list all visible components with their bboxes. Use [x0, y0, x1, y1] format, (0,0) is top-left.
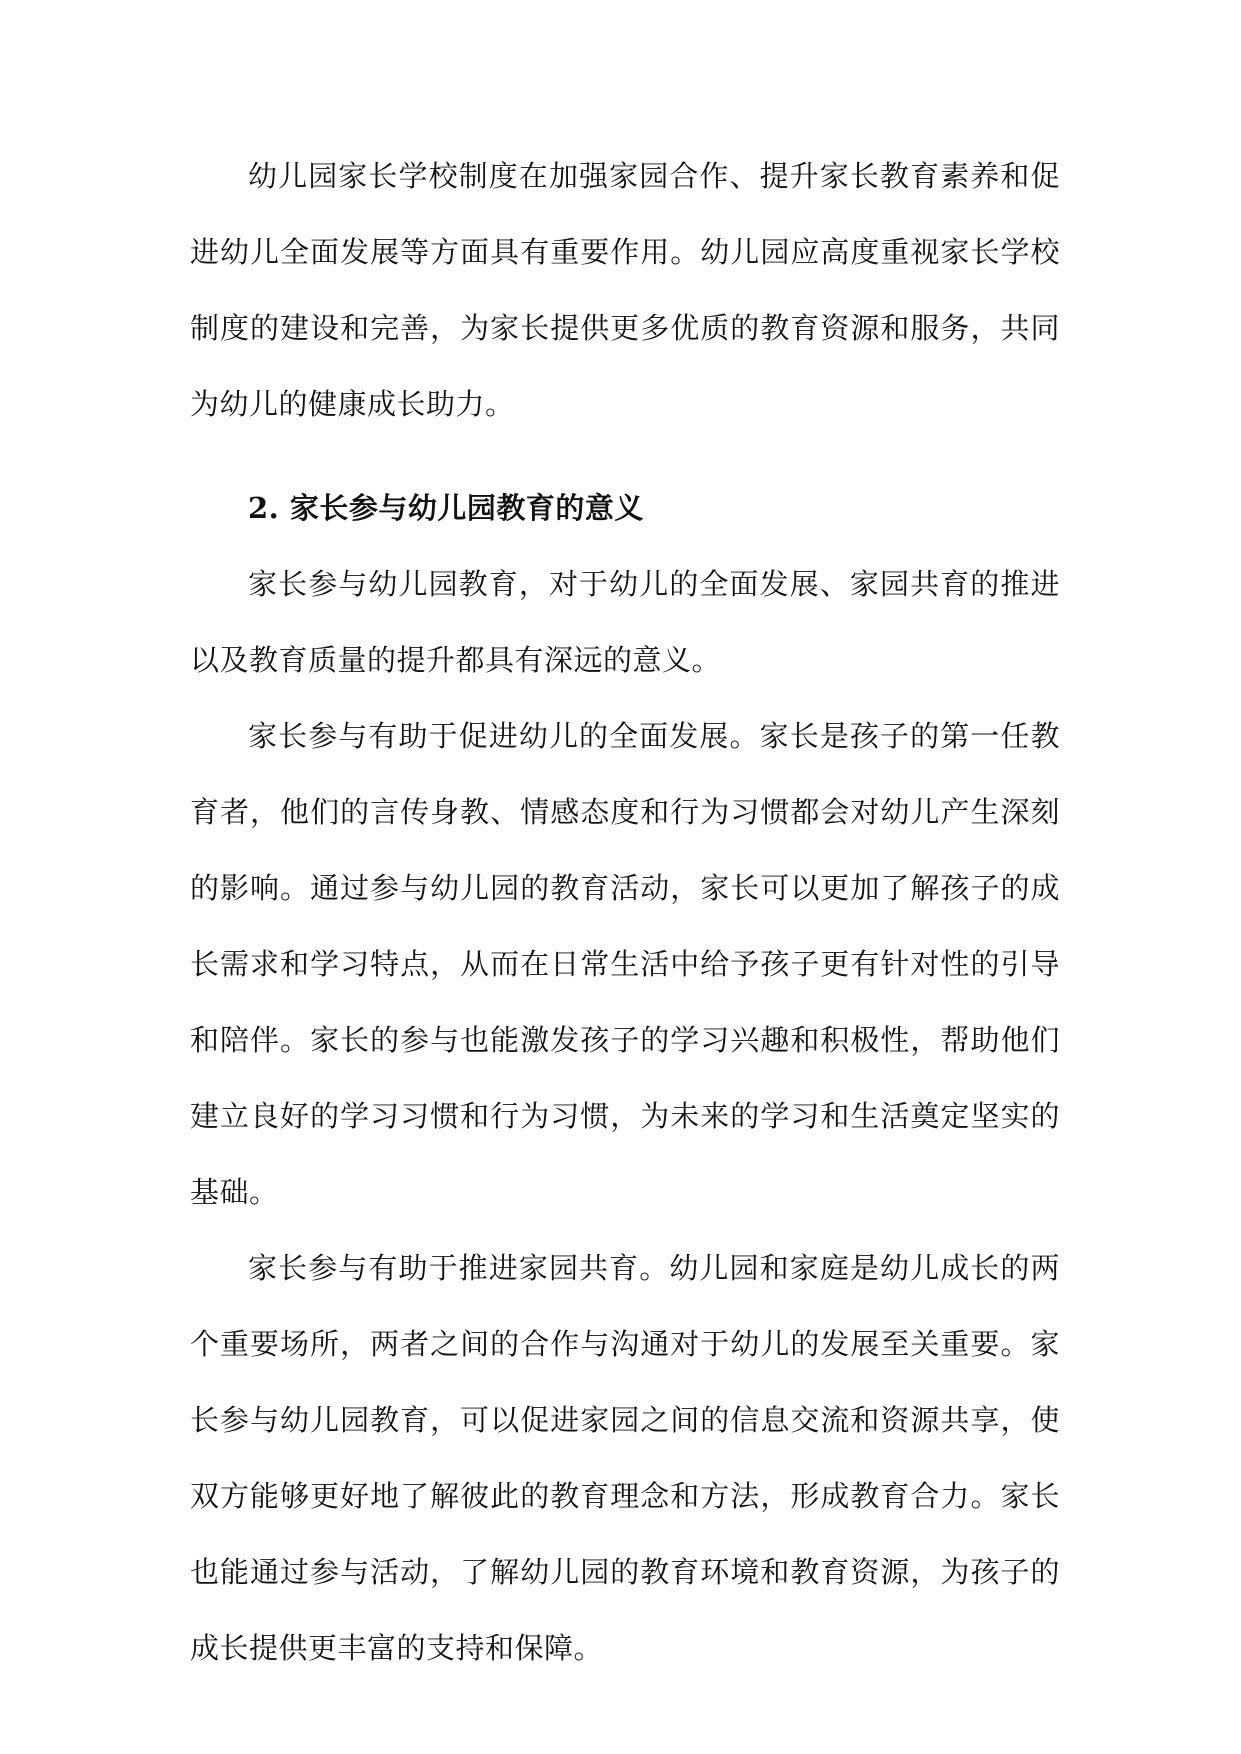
section-spacer [190, 442, 1060, 470]
document-body [190, 138, 1060, 1686]
paragraph-4: 家长参与有助于推进家园共育。幼儿园和家庭是幼儿成长的两个重要场所，两者之间的合作与沟通对于幼儿的发展至关重要。家长参与幼儿园教育，可以促进家园之间的信息交流和资源共享，使双方能够更好地了解彼此的教育理念和方法，形成教育合力。家长也能通过参与活动，了解幼儿园的教育环境和教育资源，为孩子的成长提供更丰富的支持和保障。 [190, 1251, 1060, 1665]
paragraph-2: 家长参与幼儿园教育，对于幼儿的全面发展、家园共育的推进以及教育质量的提升都具有深远的意义。 [190, 567, 1060, 677]
paragraph-1: 幼儿园家长学校制度在加强家园合作、提升家长教育素养和促进幼儿全面发展等方面具有重要作用。幼儿园应高度重视家长学校制度的建设和完善，为家长提供更多优质的教育资源和服务，共同为幼儿的健康成长助力。 [190, 159, 1060, 421]
paragraph-3: 家长参与有助于促进幼儿的全面发展。家长是孩子的第一任教育者，他们的言传身教、情感态度和行为习惯都会对幼儿产生深刻的影响。通过参与幼儿园的教育活动，家长可以更加了解孩子的成长需求和学习特点，从而在日常生活中给予孩子更有针对性的引导和陪伴。家长的参与也能激发孩子的学习兴趣和积极性，帮助他们建立良好的学习习惯和行为习惯，为未来的学习和生活奠定坚实的基础。 [190, 719, 1060, 1209]
section-heading: 2. 家长参与幼儿园教育的意义 [248, 491, 644, 525]
